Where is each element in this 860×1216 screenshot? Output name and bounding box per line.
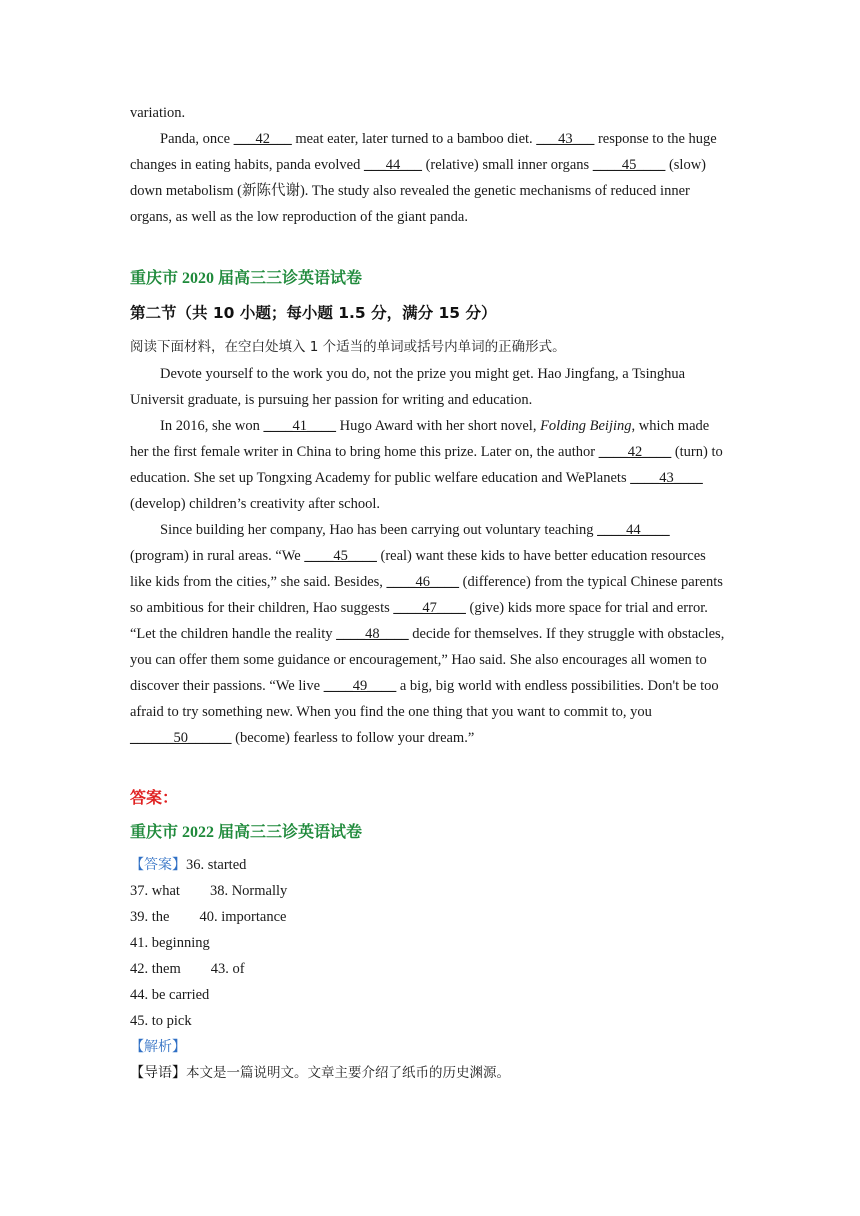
answer-row [130,982,730,1008]
answers-heading: 答案： [130,790,179,807]
novel-title: Folding Beijing [540,418,632,434]
text-run: a big, big world with endless possibilities. Don't be too afraid to try something new. When you find the one thing that you want to commit to, you [130,678,719,720]
text-run: (give) kids more space for trial and error. “Let the children handle the reality [130,600,708,642]
answer-row [130,904,730,930]
answer-tag: 【答案】 [130,857,186,873]
guide-row [130,1060,730,1086]
answer-44: 44. be carried [130,987,210,1003]
answer-36: 36. started [186,857,247,873]
passage-2-paragraph-3 [130,517,730,751]
text-run: In 2016, she won [160,418,264,434]
answer-39: 39. the [130,909,170,925]
answer-row [130,1008,730,1034]
text-run: decide for themselves. If they struggle with obstacles, you can offer them some guidance or encouragement,” Hao said. She also encourages all women to discover their passions. “We live [130,626,725,694]
text-run: (develop) children’s creativity after school. [130,496,381,512]
blank-47[interactable]: ____47____ [393,600,466,616]
answer-41: 41. beginning [130,935,210,951]
blank-50[interactable]: ______50______ [130,730,232,746]
text-run: Hugo Award with her short novel, [336,418,541,434]
text-run: (slow) down metabolism (新陈代谢). The study also revealed the genetic mechanisms of reduced inner organs, as well as the low reproduction of the giant panda. [130,157,706,225]
answer-row [130,930,730,956]
answer-38: 38. Normally [209,883,288,899]
passage-1-paragraph [130,126,730,230]
blank-49[interactable]: ____49____ [323,678,397,694]
text-run: (real) want these kids to have better education resources like kids from the cities,” she said. Besides, [130,548,706,590]
text-run: (turn) to education. She set up Tongxing Academy for public welfare education and WePlanets [130,444,723,486]
text-run: (become) fearless to follow your dream.” [231,730,475,746]
answer-row [130,852,730,878]
answer-42: 42. them [130,961,181,977]
blank-46[interactable]: ____46____ [386,574,460,590]
blank-43[interactable]: ____43____ [630,470,703,486]
blank-45[interactable]: ____45____ [592,157,666,173]
passage-2-paragraph-1: Devote yourself to the work you do, not the prize you might get. Hao Jingfang, a Tsinghua Universit graduate, is pursuing her passion for writing and education. [130,366,686,408]
analysis-tag: 【解析】 [130,1039,186,1055]
text-run: (difference) from the typical Chinese parents so ambitious for their children, Hao suggests [130,574,723,616]
text-run: meat eater, later turned to a bamboo diet. [291,131,537,147]
answer-row [130,1034,730,1060]
answer-45: 45. to pick [130,1013,192,1029]
answer-37: 37. what [130,883,180,899]
passage-2 [130,361,730,751]
blank-44[interactable]: ___44___ [363,157,422,173]
answer-row [130,956,730,982]
guide-tag: 【导语】 [130,1065,186,1081]
answer-row [130,878,730,904]
passage-1 [130,100,730,230]
instruction-text: 阅读下面材料，在空白处填入 1 个适当的单词或括号内单词的正确形式。 [130,339,566,355]
answer-list [130,852,730,1086]
blank-44[interactable]: ____44____ [597,522,670,538]
passage-1-line: variation. [130,105,186,121]
guide-text: 本文是一篇说明文。文章主要介绍了纸币的历史渊源。 [186,1065,510,1081]
text-run: (program) in rural areas. “We [130,548,305,564]
text-run: (relative) small inner organs [421,157,593,173]
blank-45[interactable]: ____45____ [304,548,377,564]
blank-42[interactable]: ___42___ [233,131,292,147]
passage-2-paragraph-2 [130,413,730,517]
blank-41[interactable]: ____41____ [263,418,337,434]
answer-40: 40. importance [199,909,287,925]
exam-2022-title: 重庆市 2022 届高三三诊英语试卷 [130,824,363,841]
blank-43[interactable]: ___43___ [536,131,595,147]
answer-43: 43. of [210,961,245,977]
blank-42[interactable]: ____42____ [598,444,672,460]
text-run: , which made her the first female writer in China to bring home this prize. Later on, the author [130,418,710,460]
text-run: Panda, once [160,131,234,147]
text-run: Since building her company, Hao has been carrying out voluntary teaching [160,522,598,538]
blank-48[interactable]: ____48____ [336,626,409,642]
text-run: response to the huge changes in eating habits, panda evolved [130,131,717,173]
exam-2020-title: 重庆市 2020 届高三三诊英语试卷 [130,270,363,287]
section-heading: 第二节（共 10 小题；每小题 1.5 分，满分 15 分） [130,304,497,322]
